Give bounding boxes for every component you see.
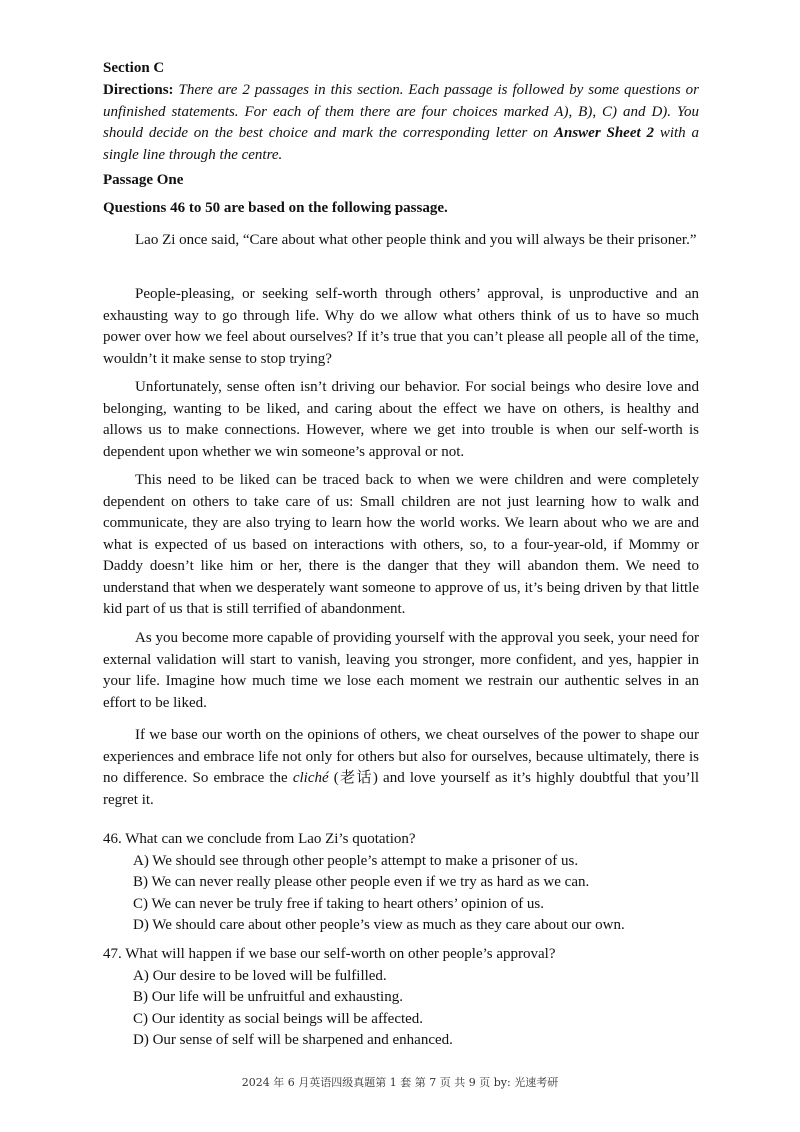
option-c[interactable]: C) We can never be truly free if taking to heart others’ opinion of us. [133, 895, 545, 912]
paragraph-3: Unfortunately, sense often isn’t driving our behavior. For social beings who desire love and belonging, wanting to be liked, and caring about the effect we have on others, is healthy and allows us to make connections. However, where we get into trouble is when our self-worth is dependent upon whether we win someone’s approval or not. [103, 379, 699, 460]
passage-instruction: Questions 46 to 50 are based on the following passage. [103, 200, 448, 216]
option-c[interactable]: C) Our identity as social beings will be affected. [133, 1010, 424, 1027]
option-b[interactable]: B) We can never really please other people even if we try as hard as we can. [133, 874, 590, 890]
cliche-gloss: (老话) [328, 770, 378, 786]
directions-text-end: with a single line through the centre. [103, 125, 699, 163]
question-stem: 46. What can we conclude from Lao Zi’s quotation? [103, 831, 416, 847]
answer-sheet-emphasis: Answer Sheet 2 [553, 125, 654, 141]
option-d[interactable]: D) We should care about other people’s view as much as they care about our own. [133, 917, 625, 933]
paragraph-6-after: and love yourself as it’s highly doubtful that you’ll regret it. [103, 770, 699, 808]
question-47 [103, 944, 723, 1052]
question-46 [103, 829, 723, 937]
cliche-term: cliché [292, 770, 329, 786]
paragraph-4: This need to be liked can be traced back to when we were children and were completely dependent on others to take care of us: Small children are not just learning how to walk and communicate, they are also trying to learn how the world works. We learn about who we are and what is expected of us based on interactions with others, so, to a four-year-old, if Mommy or Daddy doesn’t like him or her, there is the danger that they will abandon them. We need to understand that when we desperately want someone to approve of us, it’s being driven by that little kid part of us that is still terrified of abandonment. [103, 472, 699, 617]
paragraph-1: Lao Zi once said, “Care about what other people think and you will always be their prisoner.” [135, 232, 697, 248]
option-a[interactable]: A) Our desire to be loved will be fulfilled. [133, 967, 387, 984]
directions-text: There are 2 passages in this section. Each passage is followed by some questions or unfinished statements. For each of them there are four choices marked A), B), C) and D). You should decide on the best choice and mark the corresponding letter on [103, 82, 700, 141]
paragraph-5: As you become more capable of providing yourself with the approval you seek, your need for external validation will start to vanish, leaving you stronger, more confident, and yes, happier in your life. Imagine how much time we lose each moment we restrain our authentic selves in an effort to be liked. [103, 630, 699, 711]
directions [103, 80, 699, 166]
page-footer: 2024 年 6 月英语四级真题第 1 套 第 7 页 共 9 页 by: 光速考研 [241, 1076, 559, 1089]
paragraph-6 [103, 725, 699, 811]
passage-heading: Passage One [103, 172, 184, 188]
option-d[interactable]: D) Our sense of self will be sharpened and enhanced. [133, 1032, 453, 1048]
paragraph-6-before: If we base our worth on the opinions of others, we cheat ourselves of the power to shape our experiences and embrace life not only for others but also for ourselves, because ultimately, there is no difference. So embrace the [103, 727, 699, 786]
directions-label: Directions: [103, 82, 174, 98]
section-title: Section C [103, 60, 165, 76]
paragraph-2: People-pleasing, or seeking self-worth through others’ approval, is unproductive and an exhausting way to go through life. Why do we allow what others think of us to have so much power over how we feel about ourselves? If it’s true that you can’t please all people all of the time, wouldn’t it make sense to stop trying? [103, 286, 699, 367]
option-a[interactable]: A) We should see through other people’s attempt to make a prisoner of us. [133, 852, 579, 869]
question-stem: 47. What will happen if we base our self-worth on other people’s approval? [103, 946, 556, 962]
option-b[interactable]: B) Our life will be unfruitful and exhausting. [133, 989, 403, 1005]
